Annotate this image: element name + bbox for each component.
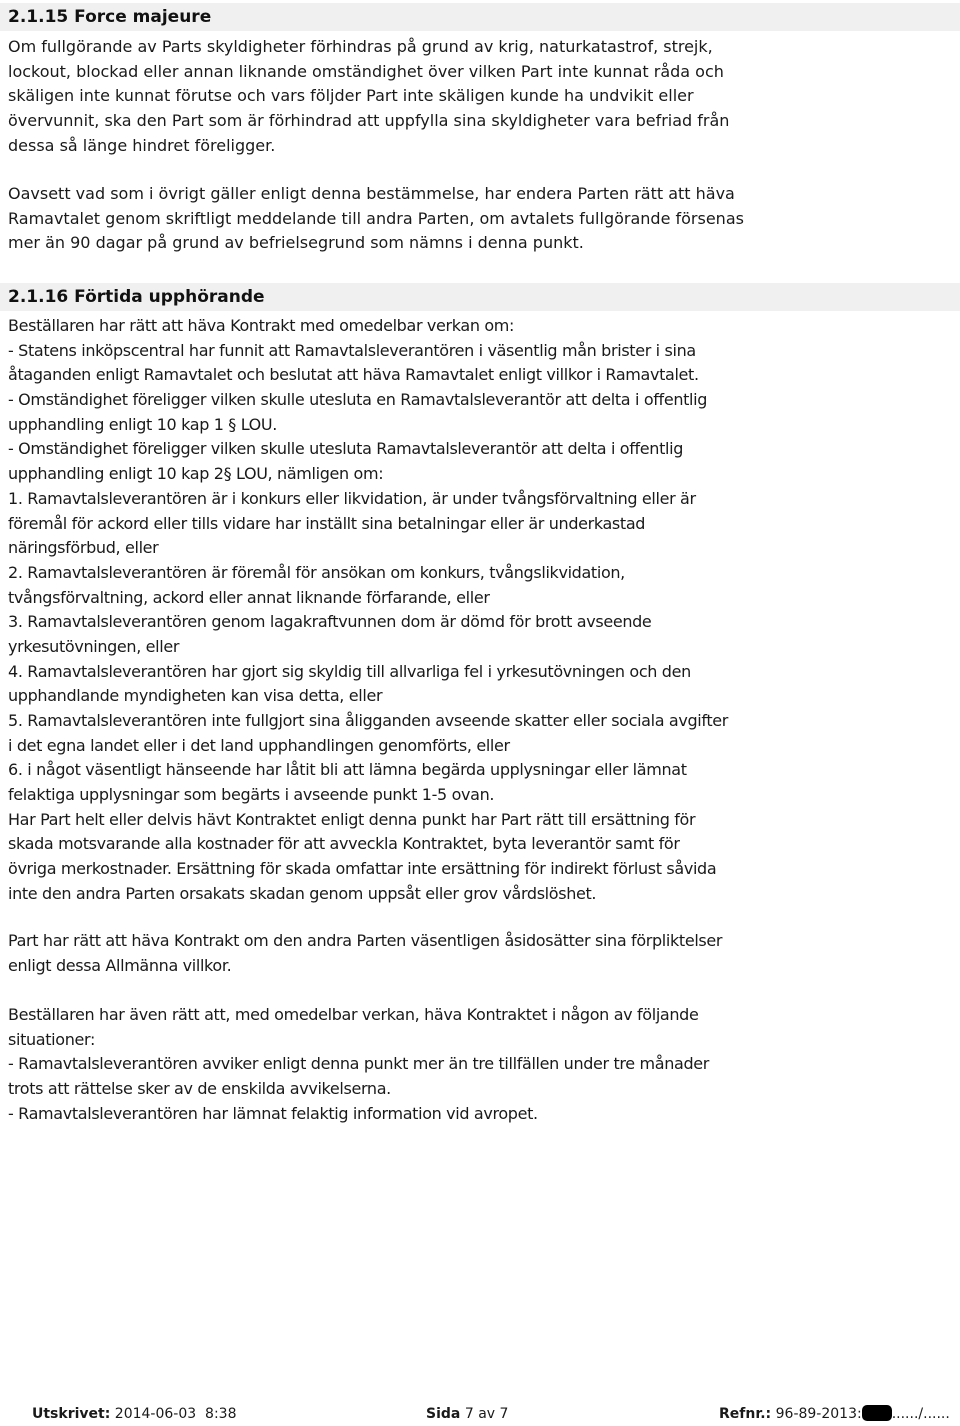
text-line: 6. i något väsentligt hänseende har låtit bli att lämna begärda upplysningar eller lämnat	[8, 760, 687, 780]
text-line: 3. Ramavtalsleverantören genom lagakraftvunnen dom är dömd för brott avseende	[8, 612, 652, 632]
text-line: övervunnit, ska den Part som är förhindrad att uppfylla sina skyldigheter vara befriad från	[8, 111, 730, 131]
text-line: lockout, blockad eller annan liknande omständighet över vilken Part inte kunnat råda och	[8, 61, 724, 81]
text-line: upphandling enligt 10 kap 1 § LOU.	[8, 414, 278, 434]
text-line: - Omständighet föreligger vilken skulle utesluta en Ramavtalsleverantör att delta i offentlig	[8, 390, 708, 410]
section-heading-force-majeure: 2.1.15 Force majeure	[0, 3, 960, 31]
fortida-upphorande-paragraph-1	[8, 314, 728, 907]
page-current: 7	[464, 1406, 474, 1422]
reference-number	[719, 1404, 950, 1424]
text-line: Ramavtalet genom skriftligt meddelande till andra Parten, om avtalets fullgörande försenas	[8, 208, 744, 228]
fortida-upphorande-paragraph-3	[8, 1003, 709, 1126]
printed-label: Utskrivet:	[32, 1406, 111, 1422]
text-line: - Ramavtalsleverantören avviker enligt denna punkt mer än tre tillfällen under tre månader	[8, 1054, 710, 1074]
text-line: övriga merkostnader. Ersättning för skada omfattar inte ersättning för indirekt förlust såvida	[8, 859, 717, 879]
printed-date	[32, 1404, 236, 1424]
text-line: 5. Ramavtalsleverantören inte fullgjort sina åligganden avseende skatter eller sociala avgifter	[8, 711, 729, 730]
text-line: Beställaren har rätt att häva Kontrakt med omedelbar verkan om:	[8, 316, 515, 335]
fortida-upphorande-paragraph-2	[8, 929, 722, 978]
text-line: inte den andra Parten orsakats skadan genom uppsåt eller grov vårdslöshet.	[8, 883, 597, 903]
text-line: Beställaren har även rätt att, med omedelbar verkan, häva Kontraktet i någon av följande	[8, 1005, 699, 1024]
text-line: skada motsvarande alla kostnader för att avveckla Kontraktet, byta leverantör samt för	[8, 834, 680, 854]
ref-value-suffix: ....../......	[891, 1406, 950, 1422]
text-line: Har Part helt eller delvis hävt Kontraktet enligt denna punkt har Part rätt till ersättning för	[8, 809, 696, 829]
page-footer	[0, 1404, 960, 1424]
redaction-mark	[862, 1405, 892, 1421]
page-label: Sida	[426, 1406, 461, 1422]
text-line: näringsförbud, eller	[8, 538, 159, 558]
text-line: enligt dessa Allmänna villkor.	[8, 955, 232, 975]
page-total: 7	[499, 1406, 509, 1422]
text-line: dessa så länge hindret föreligger.	[8, 135, 276, 155]
text-line: Om fullgörande av Parts skyldigheter förhindras på grund av krig, naturkatastrof, strejk,	[8, 37, 713, 56]
force-majeure-paragraph-1	[8, 35, 729, 158]
printed-value: 2014-06-03 8:38	[114, 1406, 237, 1422]
text-line: tvångsförvaltning, ackord eller annat liknande förfarande, eller	[8, 587, 490, 607]
force-majeure-paragraph-2	[8, 182, 744, 256]
page-of: av	[478, 1406, 496, 1422]
text-line: yrkesutövningen, eller	[8, 636, 180, 656]
text-line: - Ramavtalsleverantören har lämnat felaktig information vid avropet.	[8, 1103, 538, 1123]
text-line: trots att rättelse sker av de enskilda avvikelserna.	[8, 1079, 391, 1099]
section-heading-fortida-upphorande: 2.1.16 Förtida upphörande	[0, 283, 960, 311]
page-number	[426, 1404, 508, 1424]
text-line: 4. Ramavtalsleverantören har gjort sig skyldig till allvarliga fel i yrkesutövningen och den	[8, 661, 691, 681]
text-line: 2. Ramavtalsleverantören är föremål för ansökan om konkurs, tvångslikvidation,	[8, 562, 625, 582]
text-line: Oavsett vad som i övrigt gäller enligt denna bestämmelse, har endera Parten rätt att häva	[8, 184, 735, 203]
text-line: skäligen inte kunnat förutse och vars följder Part inte skäligen kunde ha undvikit eller	[8, 86, 694, 106]
text-line: Part har rätt att häva Kontrakt om den andra Parten väsentligen åsidosätter sina förpliktelser	[8, 931, 723, 950]
text-line: föremål för ackord eller tills vidare har inställt sina betalningar eller är underkastad	[8, 513, 646, 533]
text-line: 1. Ramavtalsleverantören är i konkurs eller likvidation, är under tvångsförvaltning eller är	[8, 488, 696, 508]
ref-label: Refnr.:	[719, 1406, 772, 1422]
text-line: - Omständighet föreligger vilken skulle utesluta Ramavtalsleverantör att delta i offentlig	[8, 439, 684, 459]
text-line: - Statens inköpscentral har funnit att Ramavtalsleverantören i väsentlig mån brister i sina	[8, 340, 696, 360]
text-line: upphandlande myndigheten kan visa detta, eller	[8, 686, 383, 706]
text-line: mer än 90 dagar på grund av befrielsegrund som nämns i denna punkt.	[8, 233, 584, 253]
text-line: åtaganden enligt Ramavtalet och beslutat att häva Ramavtalet enligt villkor i Ramavtalet.	[8, 365, 699, 385]
ref-value-prefix: 96-89-2013:	[775, 1406, 862, 1422]
text-line: situationer:	[8, 1029, 95, 1049]
text-line: upphandling enligt 10 kap 2§ LOU, nämligen om:	[8, 464, 384, 484]
text-line: felaktiga upplysningar som begärts i avseende punkt 1-5 ovan.	[8, 785, 495, 805]
text-line: i det egna landet eller i det land upphandlingen genomförts, eller	[8, 735, 510, 755]
